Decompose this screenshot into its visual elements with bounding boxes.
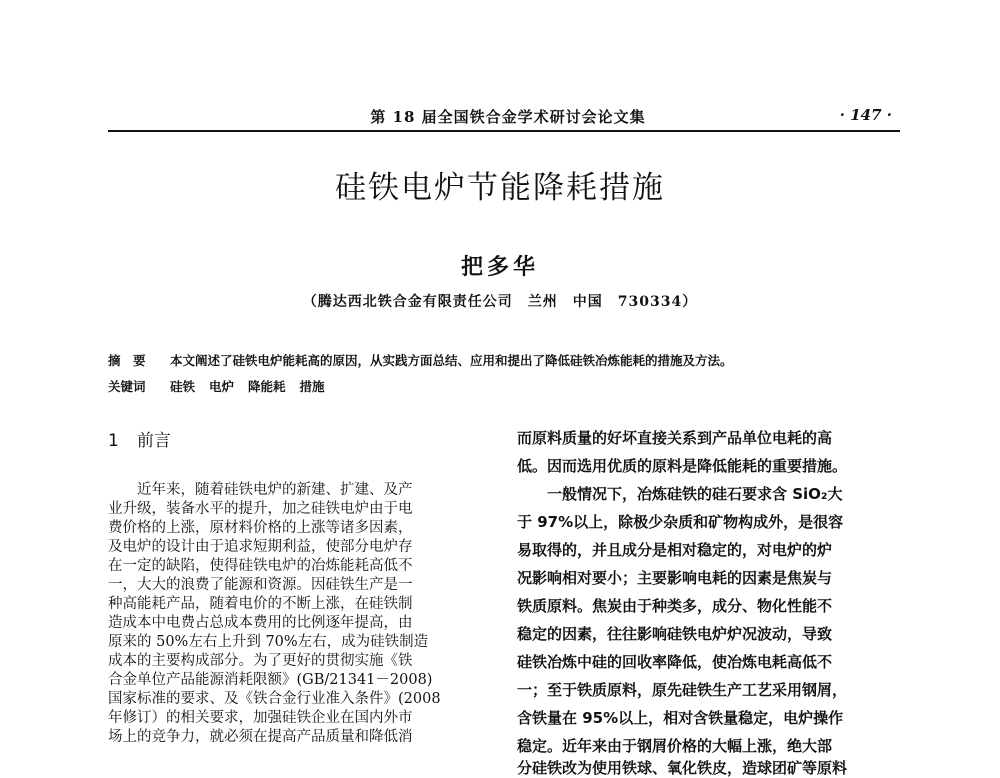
right-column-line: 一般情况下，冶炼硅铁的硅石要求含 SiO₂大 [517,485,843,503]
left-column-line: 费价格的上涨，原材料价格的上涨等诸多因素， [108,520,413,536]
keyword: 硅铁 [170,379,196,394]
left-column-line: 场上的竞争力，就必须在提高产品质量和降低消 [108,729,413,745]
right-column-line: 含铁量在 95%以上，相对含铁量稳定，电炉操作 [517,709,844,727]
section-heading [108,426,171,451]
left-column-line: 种高能耗产品，随着电价的不断上涨，在硅铁制 [108,596,413,612]
page-number: · 147 · [839,106,892,124]
abstract [108,351,908,369]
paper-title: 硅铁电炉节能降耗措施 [335,170,665,206]
keywords [108,377,908,395]
right-column-line: 易取得的，并且成分是相对稳定的，对电炉的炉 [517,541,833,559]
right-column-line: 铁质原料。焦炭由于种类多，成分、物化性能不 [517,597,833,615]
left-column-line: 近年来，随着硅铁电炉的新建、扩建、及产 [108,482,413,498]
section-number: 1 [108,431,119,451]
right-column-line: 一；至于铁质原料，原先硅铁生产工艺采用钢屑， [517,681,848,699]
right-column-line: 硅铁冶炼中硅的回收率降低，使冶炼电耗高低不 [517,653,833,671]
left-column-line: 造成本中电费占总成本费用的比例逐年提高，由 [108,615,413,631]
running-title: 第 18 届全国铁合金学术研讨会论文集 [370,108,646,126]
right-column-line: 而原料质量的好坏直接关系到产品单位电耗的高 [517,429,833,447]
keyword: 电炉 [209,379,235,394]
section-title: 前言 [136,431,171,451]
right-column-line: 低。因而选用优质的原料是降低能耗的重要措施。 [517,457,848,475]
right-column-line: 况影响相对要小；主要影响电耗的因素是焦炭与 [517,569,833,587]
right-column-line: 稳定的因素，往往影响硅铁电炉炉况波动，导致 [517,625,833,643]
running-header [108,104,900,132]
abstract-label: 摘 要 [108,353,146,368]
right-column-line: 稳定。近年来由于钢屑价格的大幅上涨，绝大部 [517,737,833,755]
abstract-text: 本文阐述了硅铁电炉能耗高的原因，从实践方面总结、应用和提出了降低硅铁冶炼能耗的措施及方法。 [170,353,733,368]
left-column-line: 成本的主要构成部分。为了更好的贯彻实施《铁 [108,653,413,669]
keyword: 措施 [299,379,325,394]
author-affiliation: （腾达西北铁合金有限责任公司 兰州 中国 730334） [302,294,698,310]
left-column-line: 合金单位产品能源消耗限额》(GB/21341－2008) [108,672,433,688]
left-column-line: 国家标准的要求、及《铁合金行业准入条件》(2008 [108,691,441,707]
left-column-line: 一，大大的浪费了能源和资源。因硅铁生产是一 [108,577,413,593]
left-column-line: 原来的 50%左右上升到 70%左右，成为硅铁制造 [108,634,429,650]
left-column-line: 年修订）的相关要求，加强硅铁企业在国内外市 [108,710,413,726]
author-name: 把多华 [460,254,539,280]
right-column-line: 于 97%以上，除极少杂质和矿物构成外，是很容 [517,513,844,531]
left-column-line: 业升级，装备水平的提升，加之硅铁电炉由于电 [108,501,413,517]
left-column-line: 及电炉的设计由于追求短期利益，使部分电炉存 [108,539,413,555]
keywords-label: 关键词 [108,379,146,394]
left-column-line: 在一定的缺陷，使得硅铁电炉的冶炼能耗高低不 [108,558,413,574]
right-column-line: 分硅铁改为使用铁球、氧化铁皮，造球团矿等原料 [517,759,848,777]
keyword: 降能耗 [248,379,286,394]
